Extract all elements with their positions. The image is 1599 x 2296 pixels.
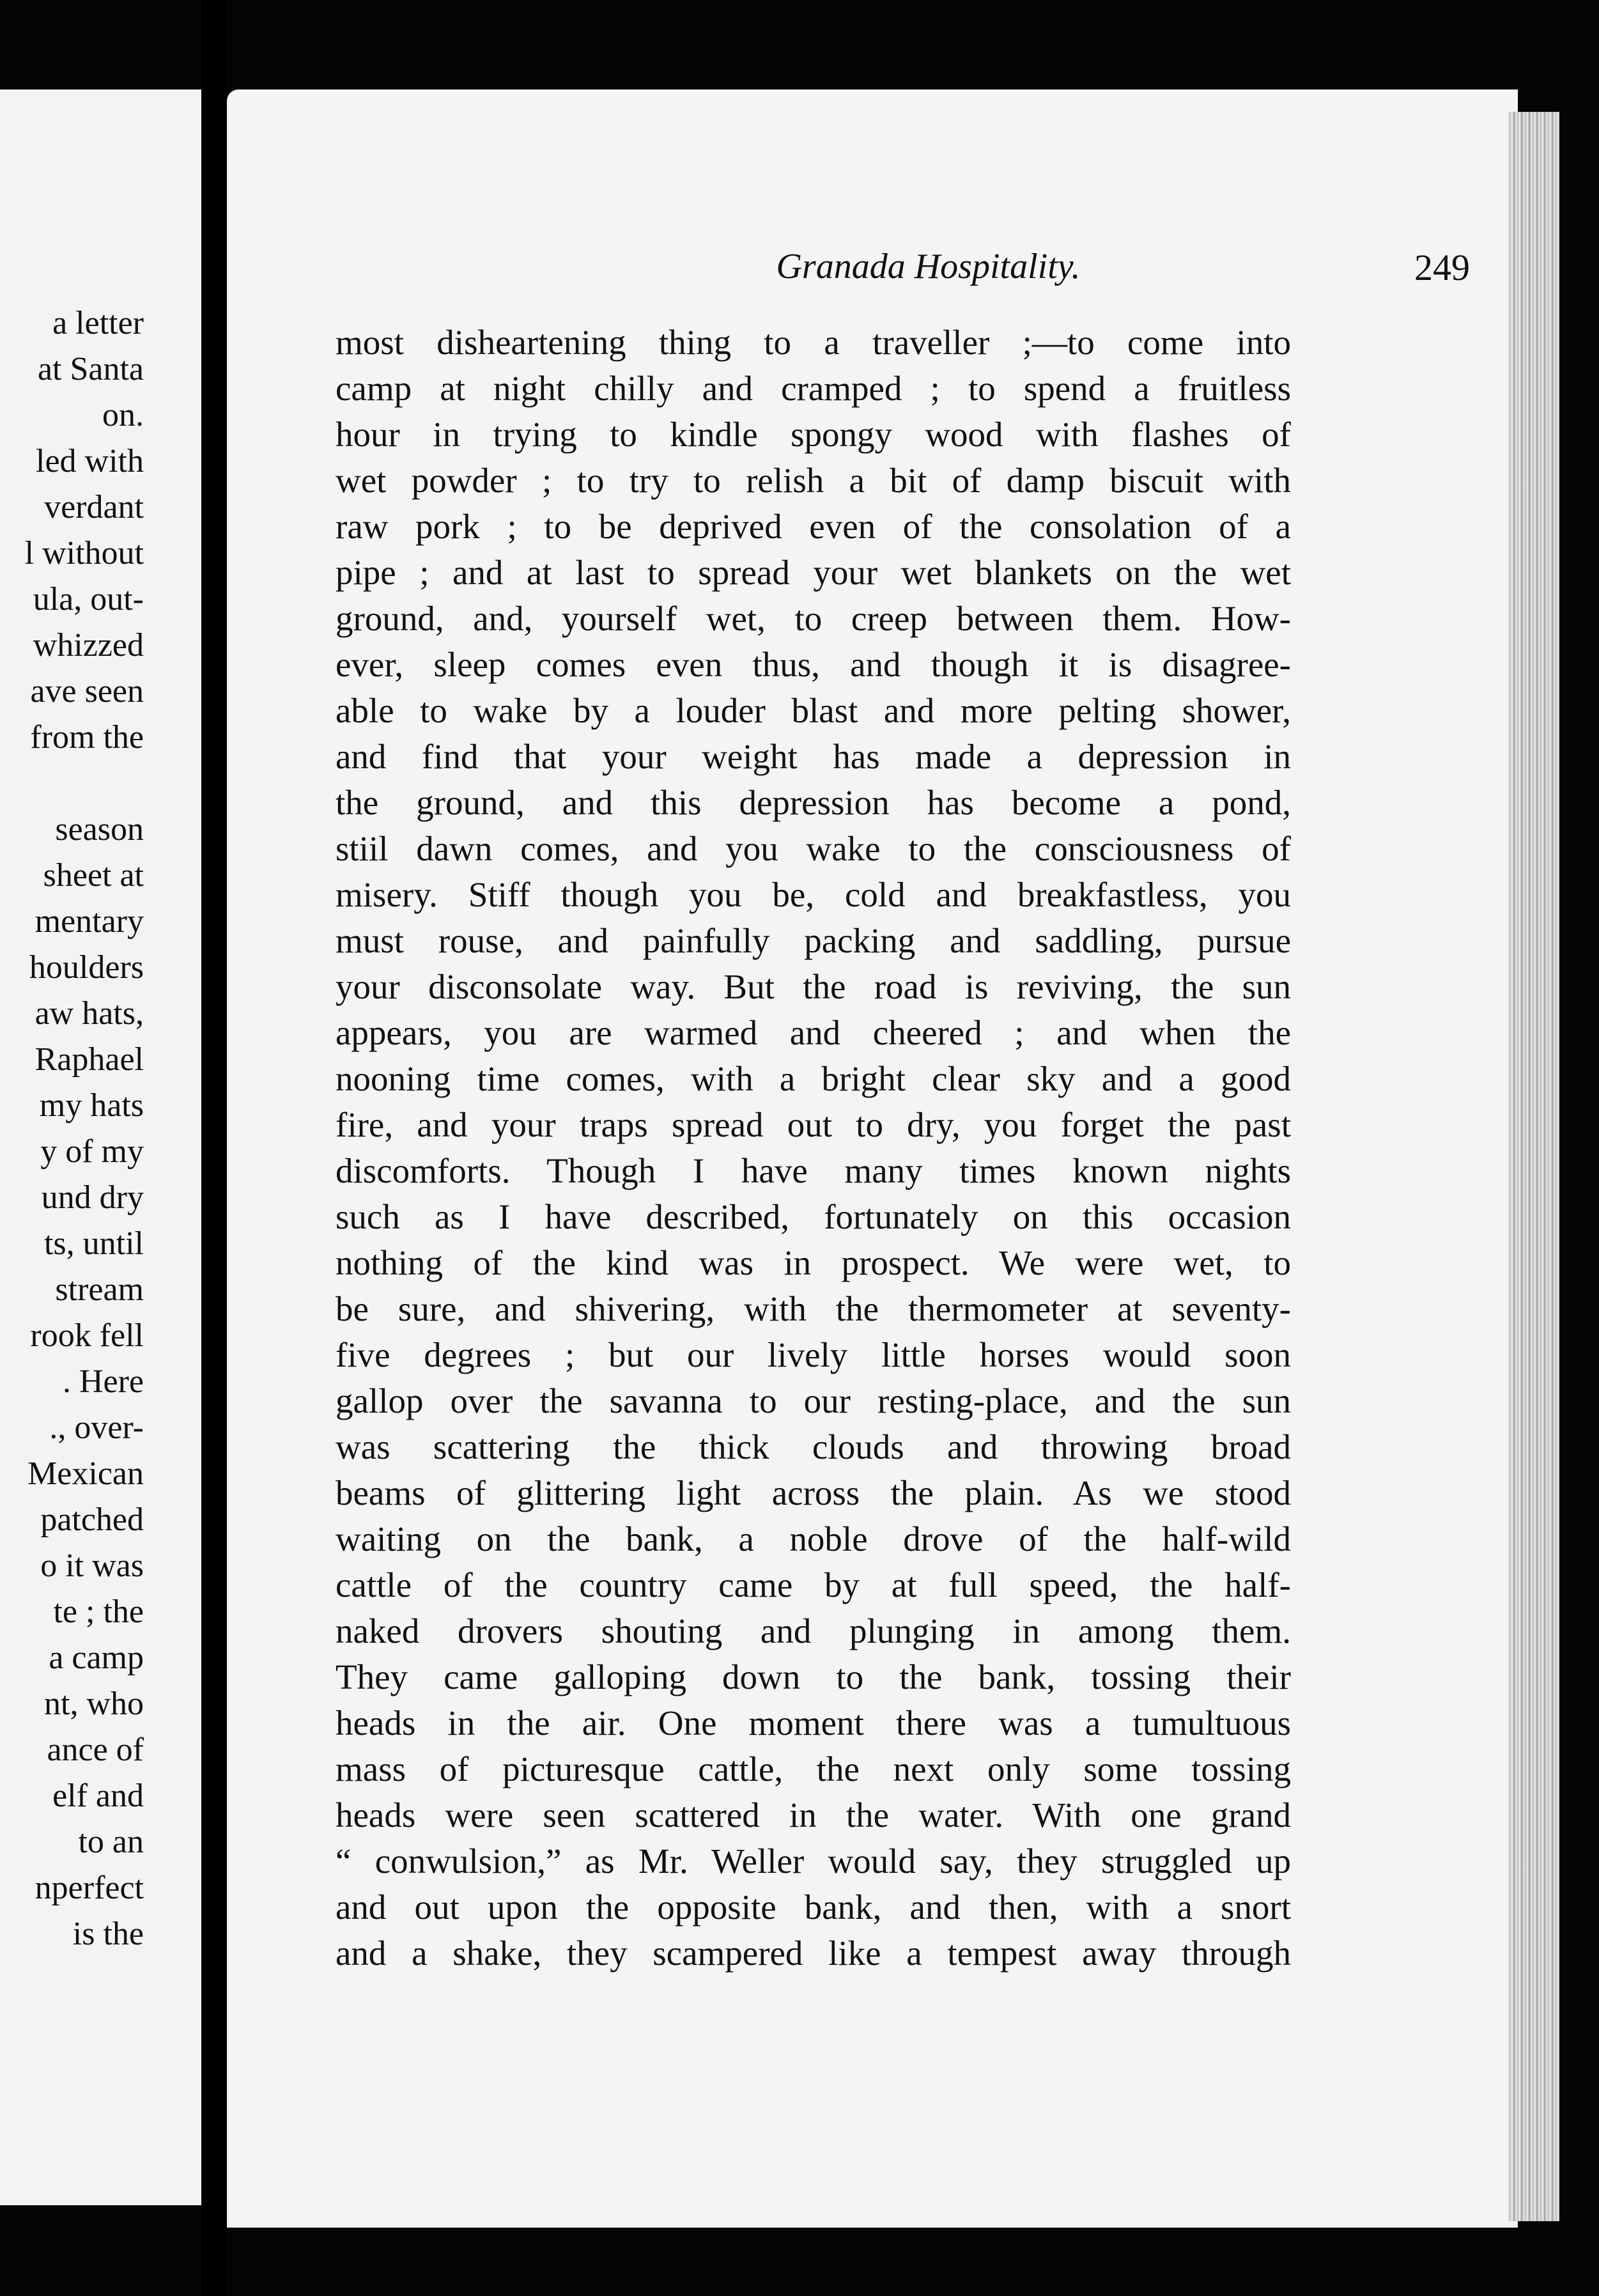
text-line: ground, and, yourself wet, to creep between them. How- xyxy=(336,599,1291,638)
previous-page-line: whizzed xyxy=(33,627,144,663)
page-gutter xyxy=(201,0,227,2296)
previous-page-line: y of my xyxy=(40,1133,144,1170)
text-line: and find that your weight has made a depression in xyxy=(336,737,1291,776)
text-line: pipe ; and at last to spread your wet blankets on the wet xyxy=(336,553,1291,592)
previous-page-line: nt, who xyxy=(44,1686,144,1722)
text-line: most disheartening thing to a traveller ;—to come into xyxy=(336,323,1291,362)
previous-page-line: a letter xyxy=(52,305,144,341)
previous-page-line: patched xyxy=(40,1501,144,1538)
previous-page-line: ., over- xyxy=(49,1409,144,1446)
text-line: waiting on the bank, a noble drove of the half-wild xyxy=(336,1519,1291,1558)
previous-page xyxy=(0,89,201,2205)
text-line: gallop over the savanna to our resting-place, and the sun xyxy=(336,1381,1291,1420)
previous-page-line: from the xyxy=(30,719,144,756)
previous-page-line: o it was xyxy=(40,1547,144,1584)
text-line: nothing of the kind was in prospect. We were wet, to xyxy=(336,1243,1291,1282)
previous-page-line: elf and xyxy=(52,1778,144,1814)
text-line: and a shake, they scampered like a tempest away through xyxy=(336,1934,1291,1973)
body-text xyxy=(336,320,1291,1976)
previous-page-line: Mexican xyxy=(27,1455,144,1492)
text-line: camp at night chilly and cramped ; to spend a fruitless xyxy=(336,369,1291,408)
text-line: They came galloping down to the bank, tossing their xyxy=(336,1657,1291,1696)
previous-page-line: aw hats, xyxy=(35,995,144,1032)
text-line: hour in trying to kindle spongy wood with flashes of xyxy=(336,415,1291,454)
text-line: appears, you are warmed and cheered ; and when the xyxy=(336,1013,1291,1052)
previous-page-line: ts, until xyxy=(43,1225,144,1262)
text-line: the ground, and this depression has become a pond, xyxy=(336,783,1291,822)
text-line: ever, sleep comes even thus, and though it is disagree- xyxy=(336,645,1291,684)
text-line: beams of glittering light across the plain. As we stood xyxy=(336,1473,1291,1512)
page-header xyxy=(336,246,1518,297)
text-line: must rouse, and painfully packing and saddling, pursue xyxy=(336,921,1291,960)
previous-page-text xyxy=(25,300,144,1957)
text-line: wet powder ; to try to relish a bit of damp biscuit with xyxy=(336,461,1291,500)
page-edges xyxy=(1508,112,1559,2221)
previous-page-line: on. xyxy=(102,397,144,433)
previous-page-line: te ; the xyxy=(53,1594,144,1630)
previous-page-line: Raphael xyxy=(35,1041,144,1078)
text-line: fire, and your traps spread out to dry, you forget the past xyxy=(336,1105,1291,1144)
previous-page-line: led with xyxy=(36,443,144,479)
text-line: able to wake by a louder blast and more pelting shower, xyxy=(336,691,1291,730)
previous-page-line: mentary xyxy=(35,903,144,940)
text-line: five degrees ; but our lively little horses would soon xyxy=(336,1335,1291,1374)
previous-page-line: season xyxy=(55,811,144,848)
running-title: Granada Hospitality. xyxy=(776,247,1081,286)
previous-page-line: nperfect xyxy=(35,1870,144,1906)
text-line: “ conwulsion,” as Mr. Weller would say, they struggled up xyxy=(336,1842,1291,1881)
previous-page-line: ave seen xyxy=(30,673,144,710)
previous-page-line: l without xyxy=(24,535,144,571)
text-line: naked drovers shouting and plunging in among them. xyxy=(336,1611,1291,1650)
previous-page-line: . Here xyxy=(62,1363,144,1400)
text-line: heads in the air. One moment there was a tumultuous xyxy=(336,1703,1291,1742)
text-line: stiil dawn comes, and you wake to the consciousness of xyxy=(336,829,1291,868)
previous-page-line: at Santa xyxy=(37,351,144,387)
previous-page-line: to an xyxy=(78,1824,144,1860)
text-line: misery. Stiff though you be, cold and breakfastless, you xyxy=(336,875,1291,914)
previous-page-line: ula, out- xyxy=(33,581,144,617)
text-line: was scattering the thick clouds and throwing broad xyxy=(336,1427,1291,1466)
text-line: nooning time comes, with a bright clear sky and a good xyxy=(336,1059,1291,1098)
text-line: and out upon the opposite bank, and then, with a snort xyxy=(336,1888,1291,1927)
previous-page-line: rook fell xyxy=(30,1317,144,1354)
text-line: mass of picturesque cattle, the next only some tossing xyxy=(336,1749,1291,1788)
previous-page-line: houlders xyxy=(29,949,144,986)
page-number: 249 xyxy=(1414,247,1470,288)
text-line: cattle of the country came by at full speed, the half- xyxy=(336,1565,1291,1604)
text-line: discomforts. Though I have many times known nights xyxy=(336,1151,1291,1190)
current-page xyxy=(227,89,1518,2228)
previous-page-line: und dry xyxy=(41,1179,144,1216)
previous-page-line: my hats xyxy=(39,1087,144,1124)
previous-page-line: sheet at xyxy=(43,857,144,894)
previous-page-line xyxy=(25,761,144,807)
previous-page-line: ance of xyxy=(47,1732,144,1768)
text-line: such as I have described, fortunately on this occasion xyxy=(336,1197,1291,1236)
text-line: heads were seen scattered in the water. With one grand xyxy=(336,1796,1291,1834)
previous-page-line: a camp xyxy=(49,1640,144,1676)
text-line: raw pork ; to be deprived even of the consolation of a xyxy=(336,507,1291,546)
previous-page-line: stream xyxy=(55,1271,144,1308)
previous-page-line: verdant xyxy=(44,489,144,525)
previous-page-line: is the xyxy=(72,1916,144,1952)
text-line: your disconsolate way. But the road is reviving, the sun xyxy=(336,967,1291,1006)
text-line: be sure, and shivering, with the thermometer at seventy- xyxy=(336,1289,1291,1328)
